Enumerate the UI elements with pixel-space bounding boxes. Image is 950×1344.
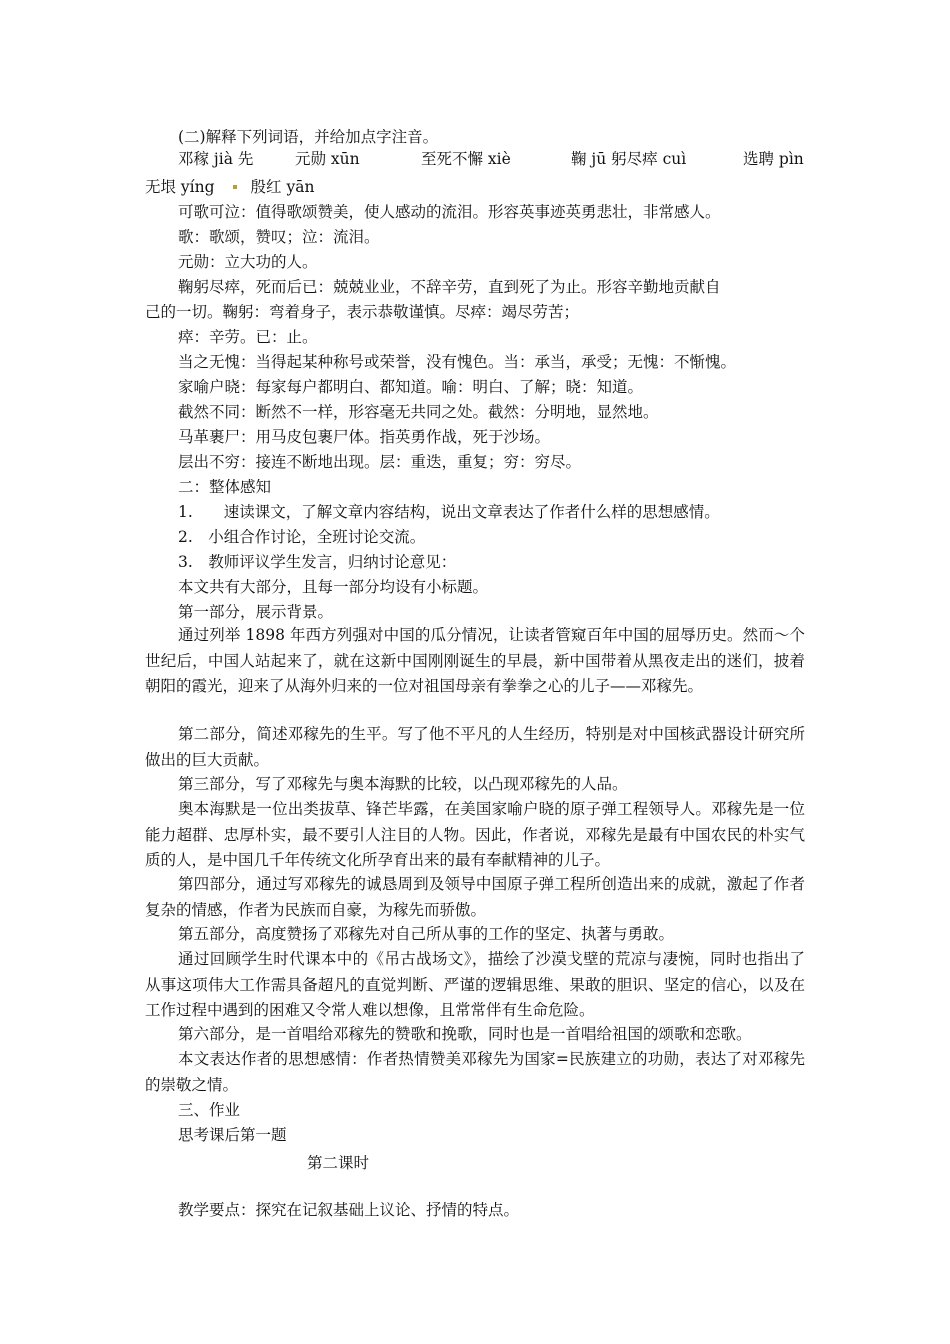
definition-line: 层出不穷：接连不断地出现。层：重迭，重复；穷：穷尽。: [178, 453, 582, 471]
vocab-row-2: [145, 176, 314, 198]
paragraph: 通过回顾学生时代课本中的《吊古战场文》，描绘了沙漠戈壁的荒凉与凄惋，同时也指出了从事这项伟大工作需具备超凡的直觉判断、严谨的逻辑思维、果敢的胆识、坚定的信心，以及在工作过程中遇到的困难又令常人难以想像，且常常伴有生命危险。: [145, 950, 805, 1019]
definition-line: 截然不同：断然不一样，形容毫无共同之处。截然：分明地，显然地。: [178, 403, 659, 421]
definition-line: 马革裹尸：用马皮包裹尸体。指英勇作战，死于沙场。: [178, 428, 551, 446]
step-item: 1. 速读课文，了解文章内容结构，说出文章表达了作者什么样的思想感情。: [178, 503, 720, 521]
emphasis-dot-icon: [233, 185, 237, 189]
definition-line: 家喻户晓：每家每户都明白、都知道。喻：明白、了解；晓：知道。: [178, 378, 644, 396]
vocab-item: 选聘 pìn: [743, 150, 804, 168]
paragraph: 第三部分，写了邓稼先与奥本海默的比较，以凸现邓稼先的人品。: [178, 775, 628, 793]
definition-line: 元勋：立大功的人。: [178, 253, 318, 271]
step-item: 2. 小组合作讨论，全班讨论交流。: [178, 528, 426, 546]
section-title: (二)解释下列词语，并给加点字注音。: [178, 128, 439, 146]
vocab-item: 鞠 jū 躬尽瘁 cuì: [571, 150, 687, 168]
definition-line: 歌：歌颂，赞叹；泣：流泪。: [178, 228, 380, 246]
definition-line: 当之无愧：当得起某种称号或荣誉，没有愧色。当：承当，承受；无愧：不惭愧。: [178, 353, 737, 371]
summary-intro: 本文共有大部分，且每一部分均设有小标题。: [178, 578, 489, 596]
paragraph: 本文表达作者的思想感情：作者热情赞美邓稼先为国家=民族建立的功勋，表达了对邓稼先的崇敬之情。: [145, 1050, 805, 1094]
definition-line: 可歌可泣：值得歌颂赞美，使人感动的流泪。形容英事迹英勇悲壮，非常感人。: [178, 203, 721, 221]
paragraph: 第四部分，通过写邓稼先的诚恳周到及领导中国原子弹工程所创造出来的成就，激起了作者复杂的情感，作者为民族而自豪，为稼先而骄傲。: [145, 875, 805, 919]
definition-line: 鞠躬尽瘁，死而后已：兢兢业业，不辞辛劳，直到死了为止。形容辛勤地贡献自: [178, 278, 721, 296]
vocab-item: 殷红 yān: [250, 178, 315, 196]
vocab-item: 至死不懈 xiè: [421, 150, 511, 168]
teaching-point: 教学要点：探究在记叙基础上议论、抒情的特点。: [178, 1201, 520, 1219]
definition-line: 瘁：辛劳。已：止。: [178, 328, 318, 346]
vocab-item: 邓稼 jià 先: [178, 150, 254, 168]
paragraph: 第二部分，简述邓稼先的生平。写了他不平凡的人生经历，特别是对中国核武器设计研究所做出的巨大贡献。: [145, 725, 805, 769]
definition-line: 己的一切。鞠躬：弯着身子，表示恭敬谨慎。尽瘁：竭尽劳苦；: [145, 303, 580, 321]
part2-title: 二：整体感知: [178, 478, 272, 496]
vocab-item: 无垠 yíng: [145, 178, 215, 196]
part1-label: 第一部分，展示背景。: [178, 603, 334, 621]
homework-title: 三、作业: [178, 1101, 241, 1119]
lesson2-title: 第二课时: [307, 1154, 370, 1172]
step-item: 3. 教师评议学生发言，归纳讨论意见：: [178, 553, 457, 571]
vocab-item: 元勋 xūn: [295, 150, 360, 168]
paragraph: 通过列举 1898 年西方列强对中国的瓜分情况，让读者管窥百年中国的屈辱历史。然而～个世纪后，中国人站起来了，就在这新中国刚刚诞生的早晨，新中国带着从黑夜走出的迷们，披着朝阳的霞光，迎来了从海外归来的一位对祖国母亲有拳拳之心的儿子——邓稼先。: [145, 626, 805, 695]
vocab-row: [145, 148, 805, 170]
paragraph: 第六部分，是一首唱给邓稼先的赞歌和挽歌，同时也是一首唱给祖国的颂歌和恋歌。: [178, 1025, 752, 1043]
homework-text: 思考课后第一题: [178, 1126, 287, 1144]
paragraph: 第五部分，高度赞扬了邓稼先对自己所从事的工作的坚定、执著与勇敢。: [178, 925, 675, 943]
paragraph: 奥本海默是一位出类拔草、锋芒毕露，在美国家喻户晓的原子弹工程领导人。邓稼先是一位能力超群、忠厚朴实，最不要引人注目的人物。因此，作者说，邓稼先是最有中国农民的朴实气质的人，是中国几千年传统文化所孕育出来的最有奉献精神的儿子。: [145, 800, 805, 869]
